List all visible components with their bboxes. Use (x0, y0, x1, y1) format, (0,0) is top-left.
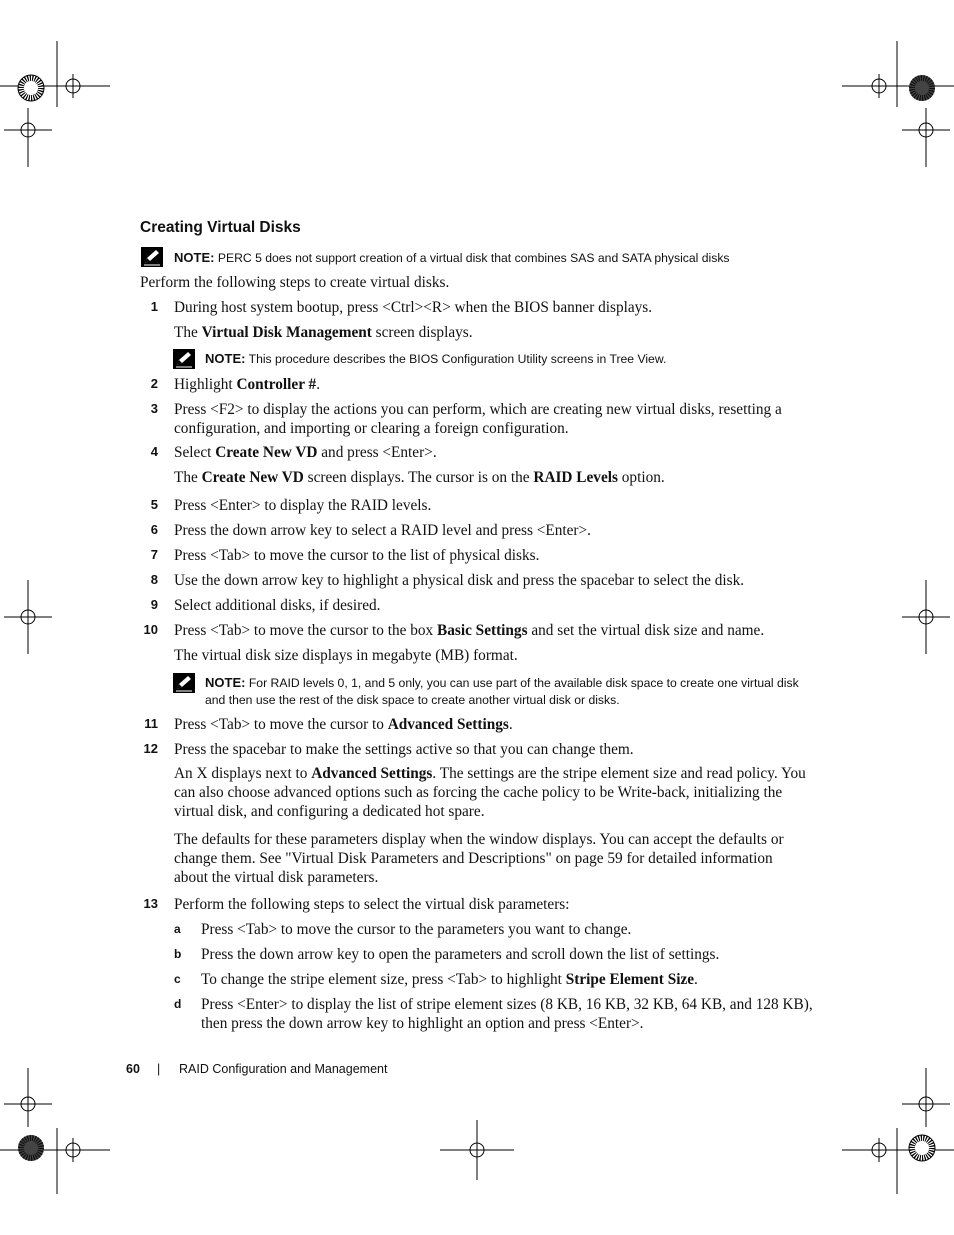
step-text: Press <Tab> to move the cursor to the list of physical disks. (174, 547, 540, 564)
note-1 (174, 249, 730, 267)
footer-title: RAID Configuration and Management (179, 1062, 388, 1076)
substep-text: To change the stripe element size, press <Tab> to highlight Stripe Element Size. (201, 971, 698, 988)
note-pencil-icon (141, 247, 163, 267)
step-text: Press the down arrow key to select a RAID level and press <Enter>. (174, 522, 591, 539)
step-text: Press the spacebar to make the settings active so that you can change them. (174, 741, 634, 758)
substep-text: Press <Tab> to move the cursor to the parameters you want to change. (201, 921, 632, 938)
step-number: 1 (150, 299, 158, 314)
step-number: 10 (143, 622, 158, 637)
substep-letter: b (174, 947, 182, 961)
step-number: 7 (150, 547, 158, 562)
note-pencil-icon (173, 673, 195, 693)
step-paragraph: An X displays next to Advanced Settings. The settings are the stripe element size and read policy. You can also choose advanced options such as forcing the cache policy to be Write-back, initializing the virtual disk, and configuring a dedicated hot spare. (174, 765, 806, 820)
step-text: Press <Tab> to move the cursor to Advanced Settings. (174, 716, 513, 733)
step-text: Use the down arrow key to highlight a physical disk and press the spacebar to select the disk. (174, 572, 745, 589)
step-number: 4 (150, 444, 158, 459)
step-text: Perform the following steps to select the virtual disk parameters: (174, 896, 570, 913)
note-pencil-icon (173, 349, 195, 369)
note-text: and then use the rest of the disk space to create another virtual disk or disks. (205, 693, 620, 707)
step-number: 11 (144, 716, 158, 731)
step-text: Select additional disks, if desired. (174, 597, 381, 614)
note-label: NOTE: (205, 351, 246, 366)
footer-separator: | (157, 1062, 161, 1076)
note-text: PERC 5 does not support creation of a virtual disk that combines SAS and SATA physical disks (217, 251, 730, 265)
page-heading: Creating Virtual Disks (140, 219, 301, 236)
step-number: 6 (150, 522, 158, 537)
step-text: Select Create New VD and press <Enter>. (174, 444, 437, 461)
substep-letter: c (174, 972, 181, 986)
page-number: 60 (126, 1062, 140, 1076)
substep-letter: d (174, 997, 182, 1011)
step-number: 8 (150, 572, 158, 587)
step-number: 5 (150, 497, 158, 512)
substep-text: Press the down arrow key to open the parameters and scroll down the list of settings. (201, 946, 720, 963)
note-text: This procedure describes the BIOS Configuration Utility screens in Tree View. (248, 352, 667, 366)
step-number: 9 (150, 597, 158, 612)
intro-text: Perform the following steps to create virtual disks. (140, 274, 450, 291)
note-3 (205, 674, 799, 709)
step-text: Press <F2> to display the actions you can perform, which are creating new virtual disks, resetting a configuration, and importing or clearing a foreign configuration. (174, 401, 782, 437)
step-number: 2 (150, 376, 158, 391)
step-paragraph: The Virtual Disk Management screen displays. (174, 324, 473, 341)
step-text: During host system bootup, press <Ctrl><R> when the BIOS banner displays. (174, 299, 653, 316)
step-text: Highlight Controller #. (174, 376, 321, 393)
substep-text: Press <Enter> to display the list of stripe element sizes (8 KB, 16 KB, 32 KB, 64 KB, and 128 KB), then press the down arrow key to highlight an option and press <Enter>. (201, 996, 813, 1032)
step-number: 12 (143, 741, 158, 756)
step-paragraph: The defaults for these parameters display when the window displays. You can accept the defaults or change them. See "Virtual Disk Parameters and Descriptions" on page 59 for detailed information about the virtual disk parameters. (174, 831, 784, 886)
step-text: Press <Tab> to move the cursor to the box Basic Settings and set the virtual disk size and name. (174, 622, 765, 639)
note-label: NOTE: (205, 675, 246, 690)
note-2 (205, 350, 666, 368)
substep-letter: a (174, 922, 181, 936)
note-label: NOTE: (174, 250, 215, 265)
step-paragraph: The Create New VD screen displays. The cursor is on the RAID Levels option. (174, 469, 665, 486)
step-number: 13 (143, 896, 158, 911)
step-number: 3 (150, 401, 158, 416)
step-text: Press <Enter> to display the RAID levels. (174, 497, 432, 514)
step-paragraph: The virtual disk size displays in megabyte (MB) format. (174, 647, 518, 664)
note-text: For RAID levels 0, 1, and 5 only, you can use part of the available disk space to create one virtual disk (248, 676, 799, 690)
